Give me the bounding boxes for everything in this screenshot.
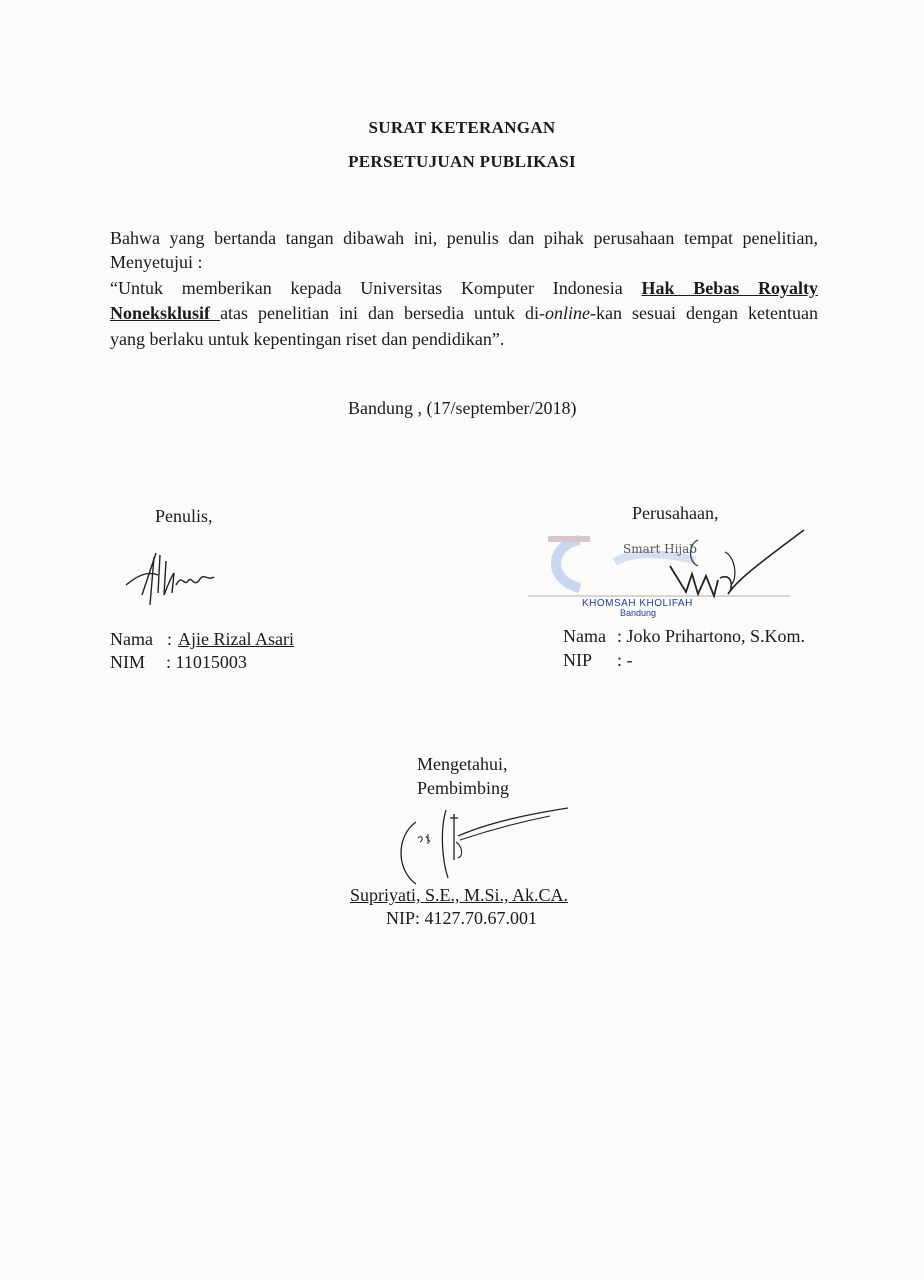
- writer-signature: [118, 545, 228, 615]
- writer-nim-value: : 11015003: [166, 652, 247, 672]
- writer-name-value: Ajie Rizal Asari: [178, 629, 294, 649]
- quote-bold-royalty: Hak Bebas Royalty: [641, 278, 818, 298]
- intro-line-1: Bahwa yang bertanda tangan dibawah ini, penulis dan pihak perusahaan tempat penelitian,: [110, 228, 818, 248]
- company-nip-label: NIP: [563, 650, 593, 670]
- stamp-city: Bandung: [620, 608, 657, 618]
- quote-line-3: yang berlaku untuk kepentingan riset dan pendidikan”.: [110, 329, 505, 349]
- advisor-nip: NIP: 4127.70.67.001: [386, 908, 538, 928]
- company-role: Perusahaan,: [632, 503, 719, 523]
- document-title: SURAT KETERANGAN: [368, 118, 556, 137]
- quote-bold-noneksklusif: Noneksklusif: [110, 303, 221, 323]
- quote-line-1: [110, 276, 818, 300]
- advisor-signature: [390, 800, 580, 890]
- quote-text-1: “Untuk memberikan kepada Universitas Komputer Indonesia: [110, 278, 642, 298]
- place-date: Bandung , (17/september/2018): [348, 398, 577, 418]
- quote-text-3: -kan sesuai dengan ketentuan: [590, 303, 819, 323]
- intro-line-2: Menyetujui :: [110, 252, 203, 272]
- company-name-value: : Joko Prihartono, S.Kom.: [617, 626, 806, 646]
- advisor-role: Pembimbing: [417, 778, 510, 798]
- writer-name-colon: :: [167, 629, 173, 649]
- writer-role: Penulis,: [155, 506, 213, 526]
- writer-nim-label: NIM: [110, 652, 145, 672]
- company-nip-value: : -: [617, 650, 633, 670]
- advisor-acknowledge: Mengetahui,: [417, 754, 508, 774]
- stamp-owner: KHOMSAH KHOLIFAH: [582, 598, 693, 609]
- stamp-brand: Smart Hijab: [623, 542, 697, 556]
- writer-name-label: Nama: [110, 629, 153, 649]
- quote-text-2: atas penelitian ini dan bersedia untuk di-: [220, 303, 546, 323]
- quote-italic-online: online: [545, 303, 591, 323]
- company-stamp: [520, 522, 810, 622]
- quote-line-2: [110, 301, 818, 325]
- company-name-label: Nama: [563, 626, 606, 646]
- advisor-name: Supriyati, S.E., M.Si., Ak.CA.: [350, 885, 569, 905]
- document-subtitle: PERSETUJUAN PUBLIKASI: [348, 152, 576, 171]
